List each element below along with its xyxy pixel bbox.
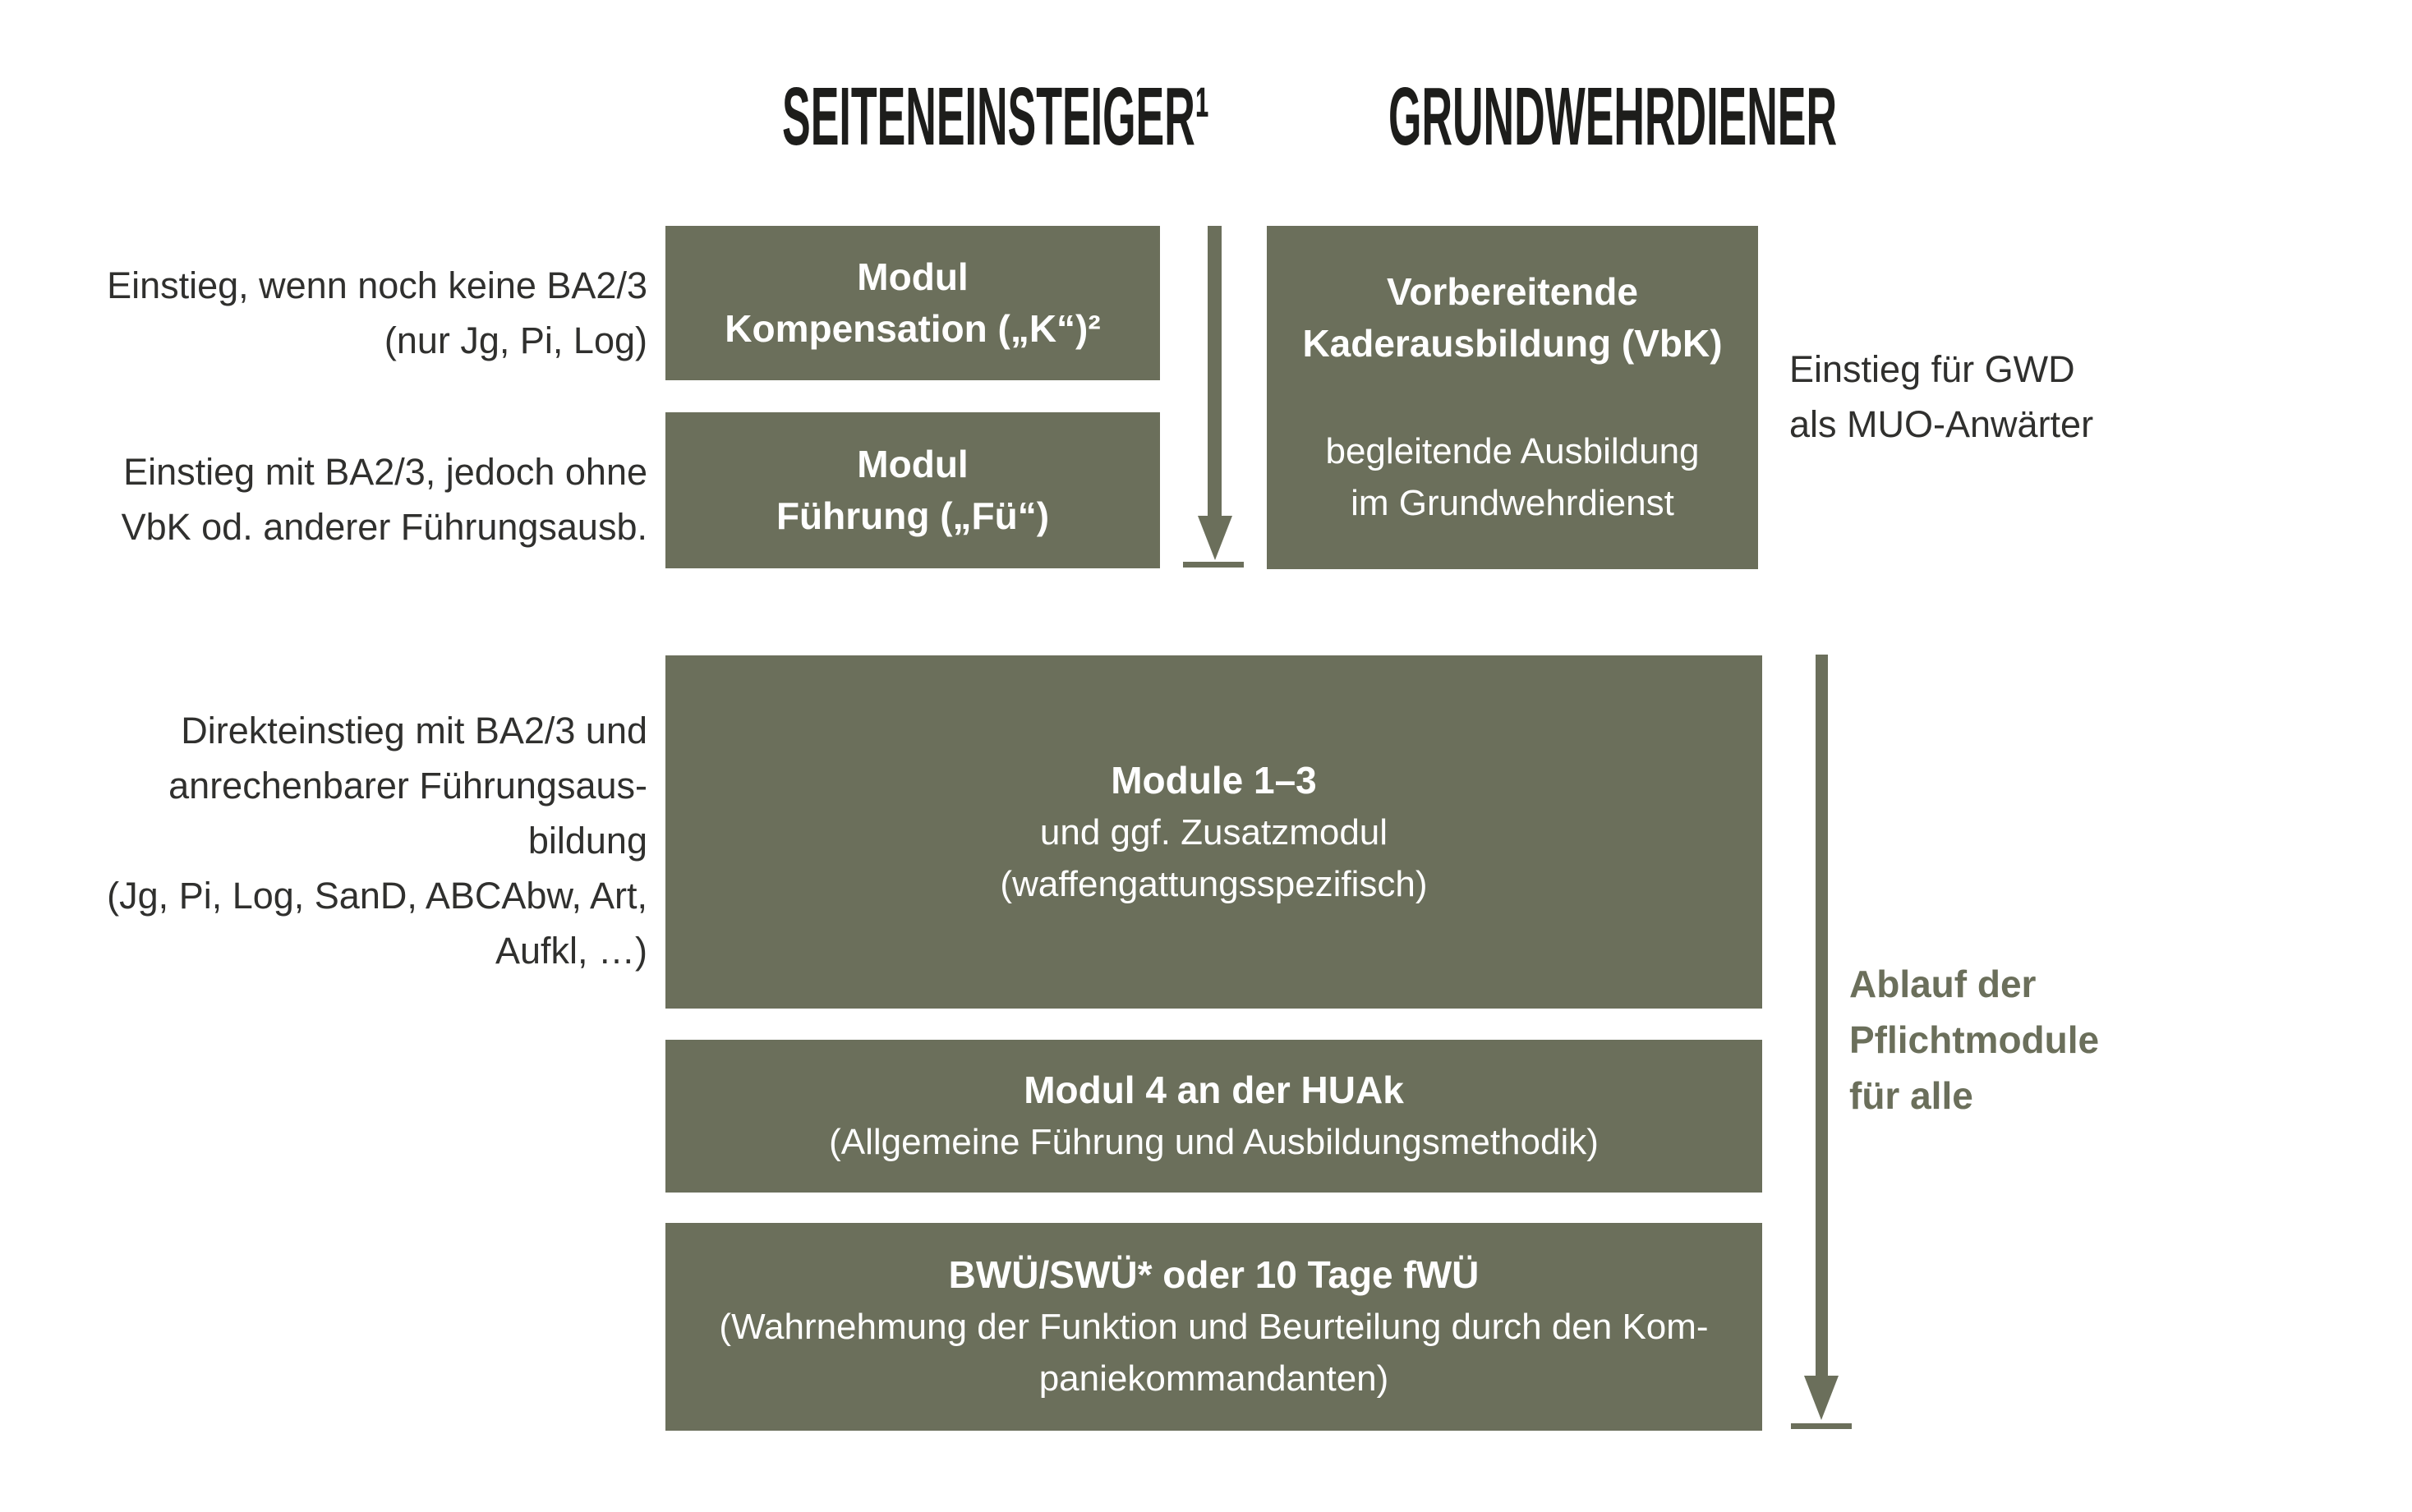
arrow-shaft <box>1816 655 1828 1377</box>
box-title-line: Modul <box>857 443 969 485</box>
column-header-seiteneinsteiger <box>585 71 1247 163</box>
label-ablauf-pflichtmodule <box>1849 956 2211 1124</box>
label-line: Einstieg mit BA2/3, jedoch ohne <box>123 451 647 493</box>
box-body-line: begleitende Ausbildung <box>1325 431 1700 471</box>
column-header-grundwehrdiener-text: GRUNDWEHRDIENER <box>1388 71 1837 163</box>
box-body-line: und ggf. Zusatzmodul <box>1039 811 1388 853</box>
box-bwu-swu-fwu <box>665 1223 1762 1431</box>
label-line: bildung <box>527 820 647 862</box>
label-direkteinstieg <box>33 703 647 978</box>
box-title-line: Kaderausbildung (VbK) <box>1302 322 1723 365</box>
label-line: für alle <box>1849 1074 1973 1117</box>
arrow-end-bar <box>1183 562 1244 568</box>
arrow-shaft <box>1208 226 1222 517</box>
box-body-line: (waffengattungsspezifisch) <box>1000 863 1428 904</box>
box-body-line: im Grundwehrdienst <box>1351 483 1674 523</box>
label-line: Direkteinstieg mit BA2/3 und <box>181 710 647 751</box>
box-modul-4-huak <box>665 1040 1762 1193</box>
box-title-line: Modul <box>857 255 969 298</box>
label-line: Pflichtmodule <box>1849 1018 2100 1061</box>
label-einstieg-mit-ba23 <box>33 444 647 554</box>
label-line: Ablauf der <box>1849 963 2037 1005</box>
box-title-line: Führung („Fü“) <box>776 494 1050 537</box>
arrow-end-bar <box>1791 1423 1852 1429</box>
label-line: VbK od. anderer Führungsausb. <box>121 506 647 548</box>
box-title-line: Vorbereitende <box>1387 270 1638 313</box>
label-line: Aufkl, …) <box>495 930 647 972</box>
label-line: als MUO-Anwärter <box>1789 403 2094 445</box>
box-title-line: BWÜ/SWÜ* oder 10 Tage fWÜ <box>948 1253 1480 1296</box>
label-einstieg-gwd-muo <box>1789 342 2233 452</box>
box-title-line: Module 1–3 <box>1111 758 1317 802</box>
label-line: (Jg, Pi, Log, SanD, ABCAbw, Art, <box>107 875 647 917</box>
label-line: Einstieg für GWD <box>1789 348 2075 390</box>
arrow-head-down-icon <box>1804 1376 1839 1420</box>
box-title-line: Kompensation („K“)² <box>725 307 1101 350</box>
arrow-head-down-icon <box>1198 516 1232 560</box>
box-modul-fuehrung <box>665 412 1160 568</box>
box-vorbereitende-kaderausbildung <box>1267 226 1758 569</box>
label-einstieg-ohne-ba23 <box>33 258 647 368</box>
box-module-1-3 <box>665 655 1762 1009</box>
box-modul-kompensation <box>665 226 1160 380</box>
box-title-line: Modul 4 an der HUAk <box>1024 1069 1404 1111</box>
column-header-seiteneinsteiger-text: SEITENEINSTEIGER¹ <box>782 71 1210 163</box>
box-body-line: (Wahrnehmung der Funktion und Beurteilung durch den Kom- <box>719 1307 1709 1347</box>
label-line: anrechenbarer Führungsaus- <box>168 765 647 807</box>
column-header-grundwehrdiener <box>1181 71 1844 163</box>
label-line: Einstieg, wenn noch keine BA2/3 <box>107 264 647 306</box>
label-line: (nur Jg, Pi, Log) <box>384 319 647 361</box>
box-body-line: paniekommandanten) <box>1038 1358 1389 1399</box>
box-body-line: (Allgemeine Führung und Ausbildungsmethodik) <box>829 1122 1599 1162</box>
